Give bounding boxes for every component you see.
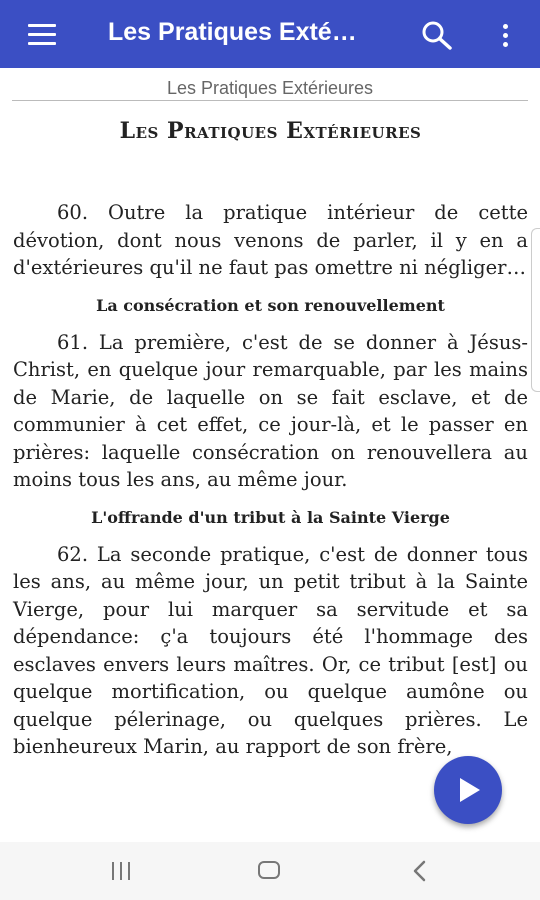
more-vertical-icon[interactable]: [496, 20, 516, 50]
search-icon[interactable]: [420, 20, 456, 50]
play-button[interactable]: [434, 756, 502, 824]
app-bar: [0, 0, 540, 68]
back-icon[interactable]: [412, 860, 428, 882]
scroll-indicator[interactable]: [531, 228, 540, 392]
paragraph-61: 61. La première, c'est de se donner à Jésus-Christ, en quelque jour remarquable, par les mains de Marie, de laquelle on se fait esclave, et de communier à cet effet, ce jour-là, et le passer en prières: laquelle consécration on renouvellera au moins tous les ans, au même jour.: [13, 330, 528, 491]
recent-apps-icon[interactable]: [110, 862, 132, 880]
paragraph-62: 62. La seconde pratique, c'est de donner tous les ans, au même jour, un petit tribut à la Sainte Vierge, pour lui marquer sa servitude et sa dépendance: ç'a toujours été l'hommage des esclaves envers leurs maîtres. Or, ce tribut [est] ou quelque mortification, ou quelque aumône ou quelque pélerinage, ou quelques prières. Le bienheureux Marin, au rapport de son frère,: [13, 542, 528, 758]
hamburger-menu-icon[interactable]: [28, 24, 58, 46]
system-nav-bar: [0, 842, 540, 900]
divider: [12, 100, 528, 101]
play-icon: [458, 776, 482, 804]
section-heading-offrande: L'offrande d'un tribut à la Sainte Vierge: [91, 507, 450, 527]
home-icon[interactable]: [258, 861, 280, 879]
reading-content: [13, 110, 528, 761]
chapter-heading: Les Pratiques Extérieures: [119, 118, 422, 144]
app-title: Les Pratiques Exté…: [108, 18, 357, 46]
page-subtitle: Les Pratiques Extérieures: [166, 78, 374, 98]
paragraph-60: 60. Outre la pratique intérieur de cette dévotion, dont nous venons de parler, il y en a d'extérieures qu'il ne faut pas omettre ni négliger…: [13, 201, 528, 279]
section-heading-consecration: La consécration et son renouvellement: [96, 295, 445, 315]
